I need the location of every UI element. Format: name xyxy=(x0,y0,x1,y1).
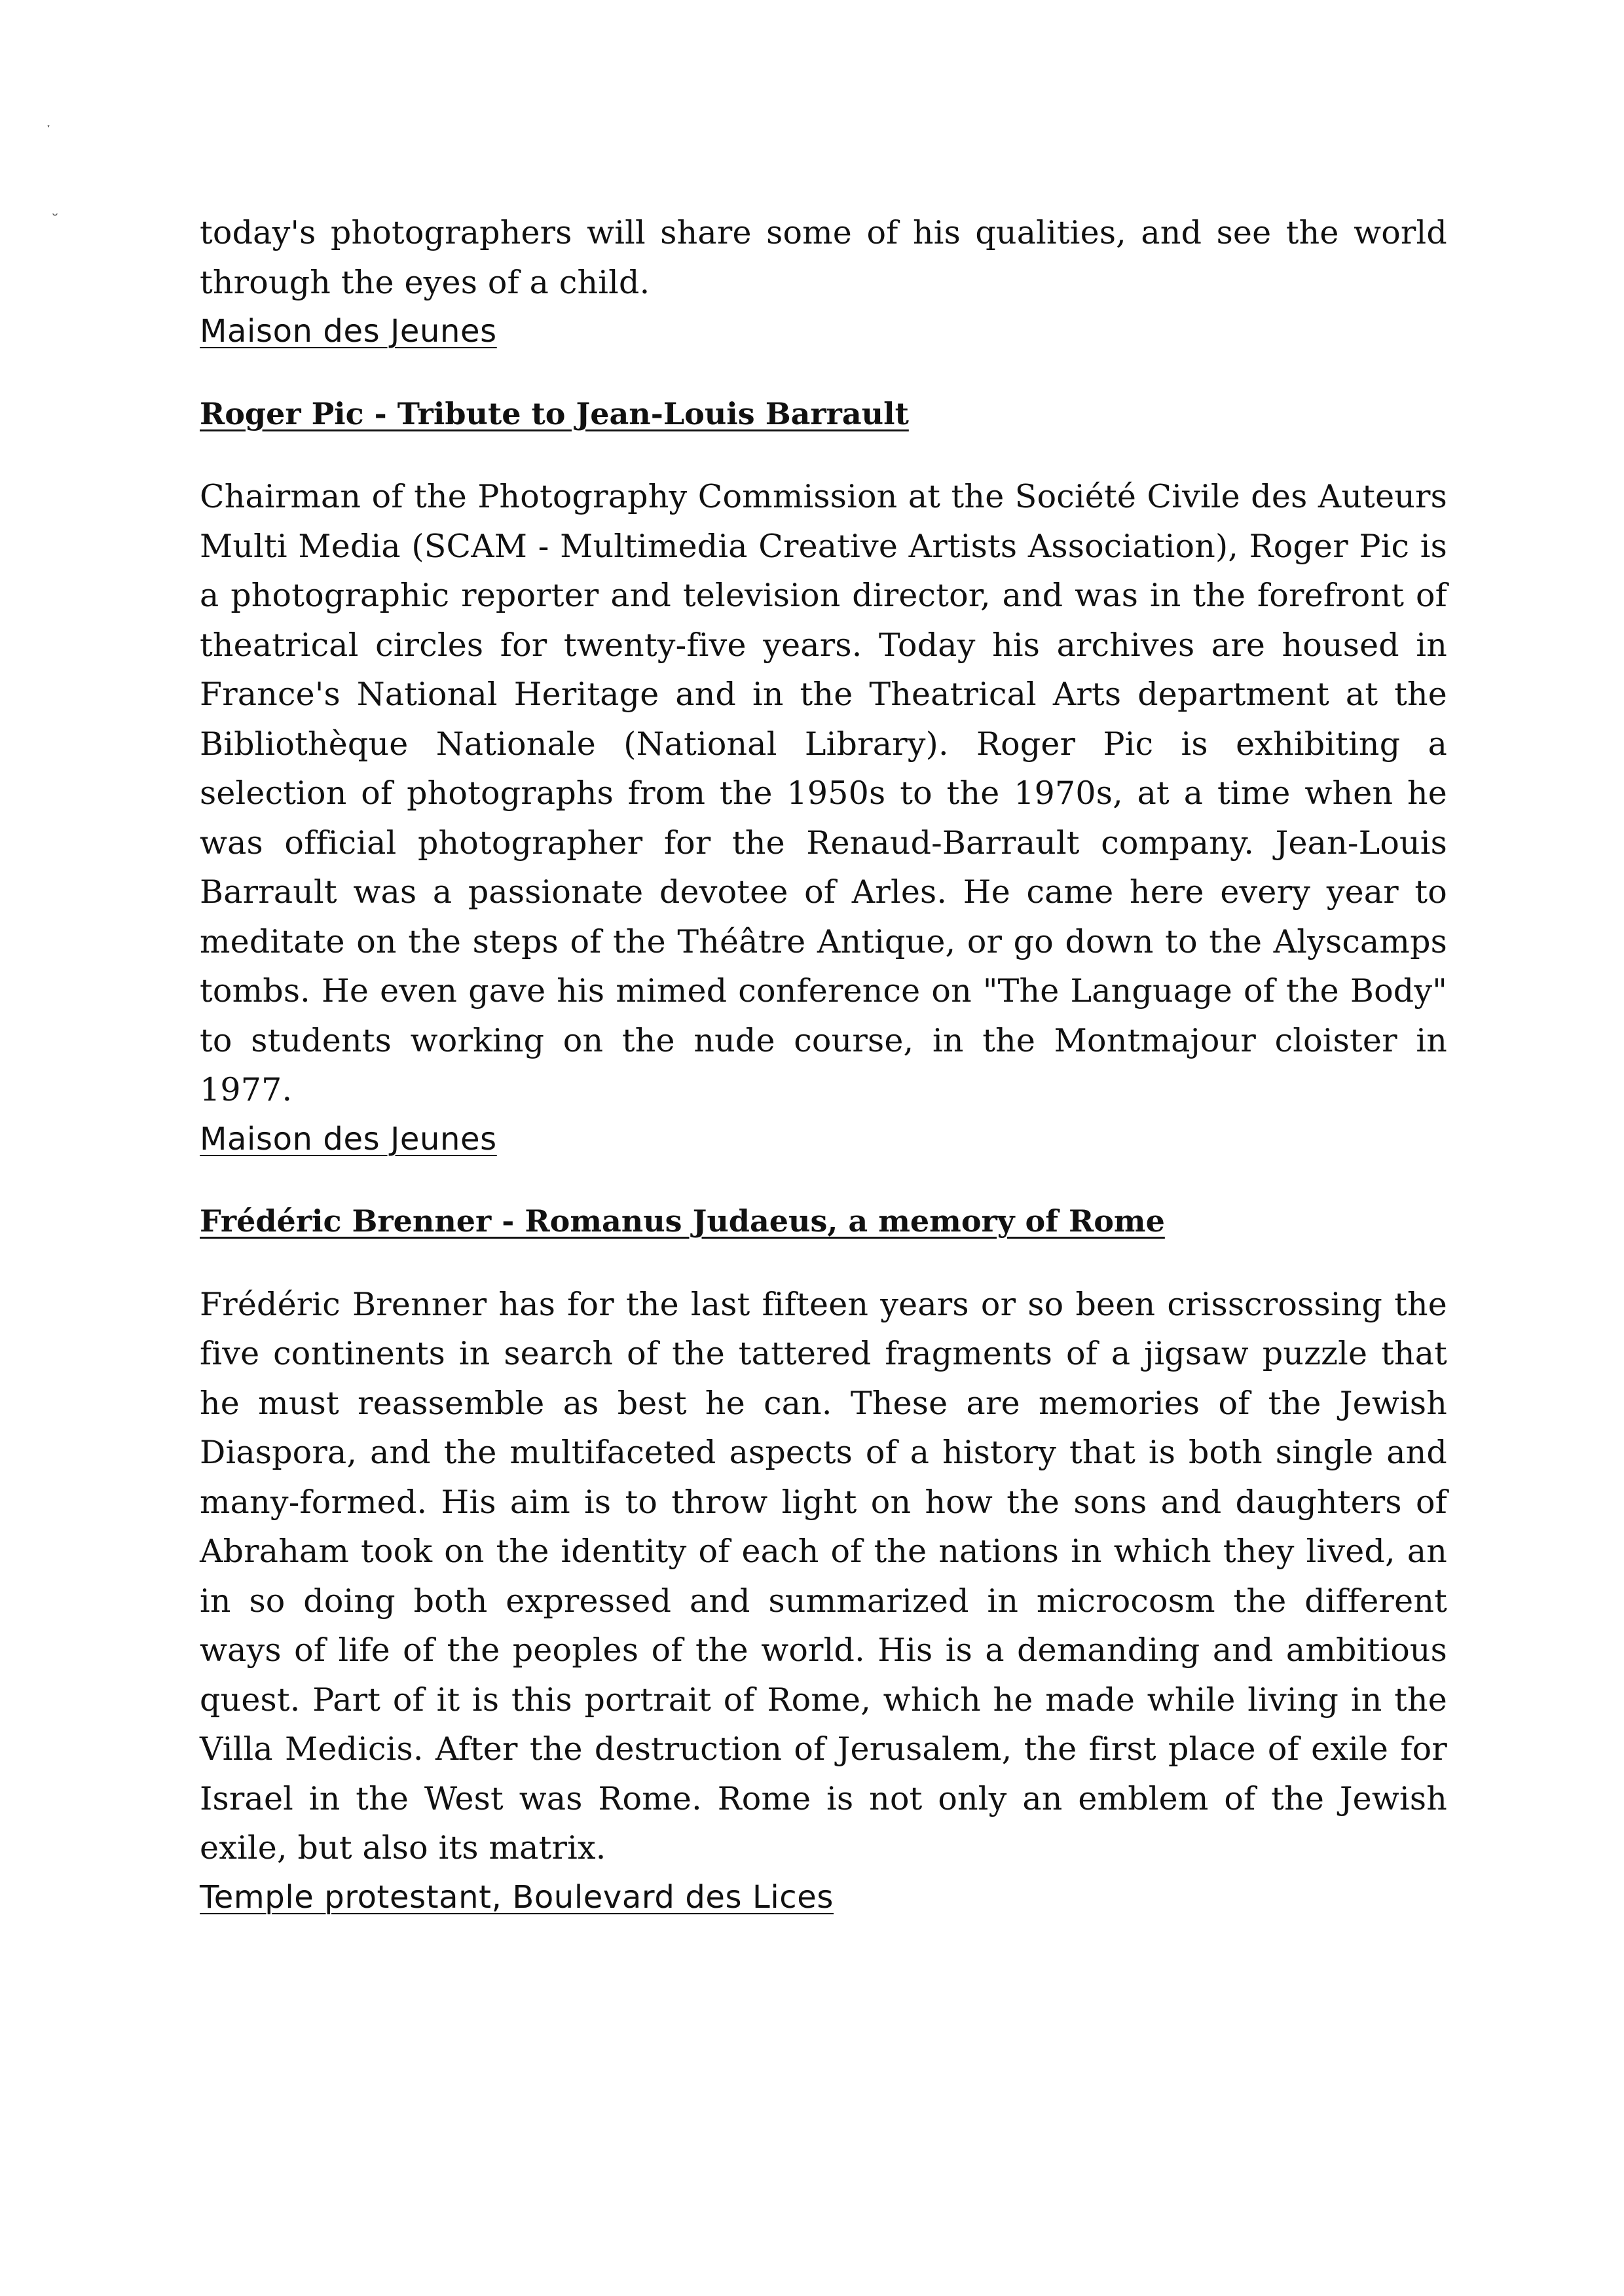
section-body-brenner: Frédéric Brenner has for the last fifteen years or so been crisscrossing the five continents in search of the tattered fragments of a jigsaw puzzle that he must reassemble as best he can. These are memories of the Jewish Diaspora, and the multifaceted aspects of a history that is both single and many-formed. His aim is to throw light on how the sons and daughters of Abraham took on the identity of each of the nations in which they lived, an in so doing both expressed and summarized in microcosm the different ways of life of the peoples of the world. His is a demanding and ambitious quest. Part of it is this portrait of Rome, which he made while living in the Villa Medicis. After the destruction of Jerusalem, the first place of exile for Israel in the West was Rome. Rome is not only an emblem of the Jewish exile, but also its matrix. xyxy=(200,1285,1447,1867)
document-body xyxy=(200,208,1447,1922)
intro-location: Maison des Jeunes xyxy=(200,313,497,350)
margin-mark: ˘ xyxy=(51,211,59,230)
section-location-brenner: Temple protestant, Boulevard des Lices xyxy=(200,1878,834,1916)
margin-mark: ˑ xyxy=(46,118,52,136)
section-body-roger-pic: Chairman of the Photography Commission at the Société Civile des Auteurs Multi Media (SCAM - Multimedia Creative Artists Association), Roger Pic is a photographic reporter and television director, and was in the forefront of theatrical circles for twenty-five years. Today his archives are housed in France's National Heritage and in the Theatrical Arts department at the Bibliothèque Nationale (National Library). Roger Pic is exhibiting a selection of photographs from the 1950s to the 1970s, at a time when he was official photographer for the Renaud-Barrault company. Jean-Louis Barrault was a passionate devotee of Arles. He came here every year to meditate on the steps of the Théâtre Antique, or go down to the Alyscamps tombs. He even gave his mimed conference on "The Language of the Body" to students working on the nude course, in the Montmajour cloister in 1977. xyxy=(200,478,1447,1108)
section-heading-roger-pic: Roger Pic - Tribute to Jean-Louis Barrault xyxy=(200,395,909,431)
section-location-roger-pic: Maison des Jeunes xyxy=(200,1120,497,1157)
intro-paragraph: today's photographers will share some of his qualities, and see the world through the eyes of a child. xyxy=(200,214,1447,301)
section-heading-brenner: Frédéric Brenner - Romanus Judaeus, a memory of Rome xyxy=(200,1203,1165,1239)
